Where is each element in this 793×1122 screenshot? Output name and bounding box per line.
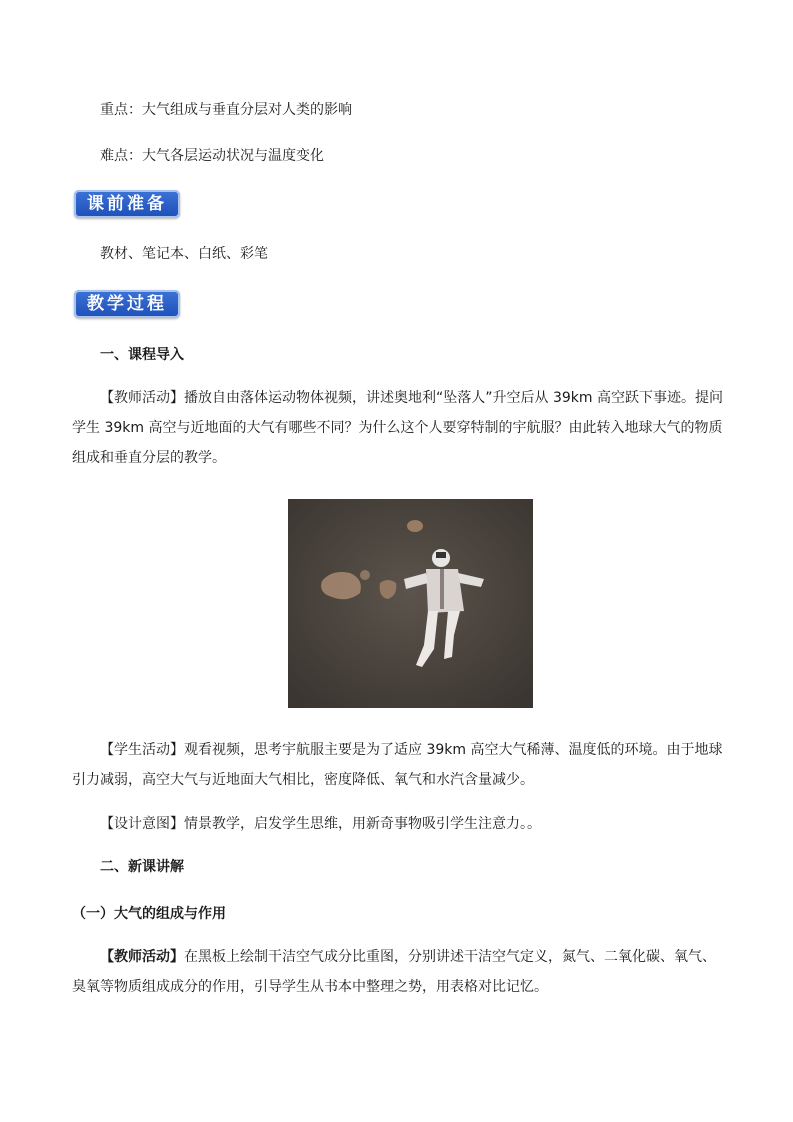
skydiver-photo (288, 499, 533, 708)
part2-heading: 二、新课讲解 (100, 859, 184, 875)
part1-heading: 一、课程导入 (100, 347, 184, 363)
prep-materials: 教材、笔记本、白纸、彩笔 (100, 246, 268, 262)
student-tag: 【学生活动】 (100, 742, 184, 758)
part1-teacher-paragraph (72, 383, 724, 473)
design-text: 情景教学，启发学生思维，用新奇事物吸引学生注意力。。 (184, 816, 541, 832)
part1-student-paragraph (72, 735, 724, 795)
teacher-text-2: 在黑板上绘制干洁空气成分比重图，分别讲述干洁空气定义，氮气、二氧化碳、氧气、臭氧等物质组成成分的作用，引导学生从书本中整理之势，用表格对比记忆。 (72, 949, 716, 995)
section-banner-prep: 课前准备 (74, 190, 180, 218)
difficult-point: 难点：大气各层运动状况与温度变化 (100, 148, 324, 164)
teacher-text: 播放自由落体运动物体视频，讲述奥地利“坠落人”升空后从 39km 高空跃下事迹。提问学生 39km 高空与近地面的大气有哪些不同？为什么这个人要穿特制的宇航服？由此转入地球大气的物质组成和垂直分层的教学。 (72, 390, 723, 466)
section-banner-process: 教学过程 (74, 290, 180, 318)
part2-subheading: （一）大气的组成与作用 (72, 906, 226, 922)
part1-design-paragraph (72, 809, 724, 839)
teacher-tag: 【教师活动】 (100, 390, 184, 406)
teacher-tag-2: 【教师活动】 (100, 949, 184, 965)
design-tag: 【设计意图】 (100, 816, 184, 832)
key-point: 重点：大气组成与垂直分层对人类的影响 (100, 102, 352, 118)
student-text: 观看视频，思考宇航服主要是为了适应 39km 高空大气稀薄、温度低的环境。由于地球引力减弱，高空大气与近地面大气相比，密度降低、氧气和水汽含量减少。 (72, 742, 723, 788)
part2-teacher-paragraph (72, 942, 724, 1002)
